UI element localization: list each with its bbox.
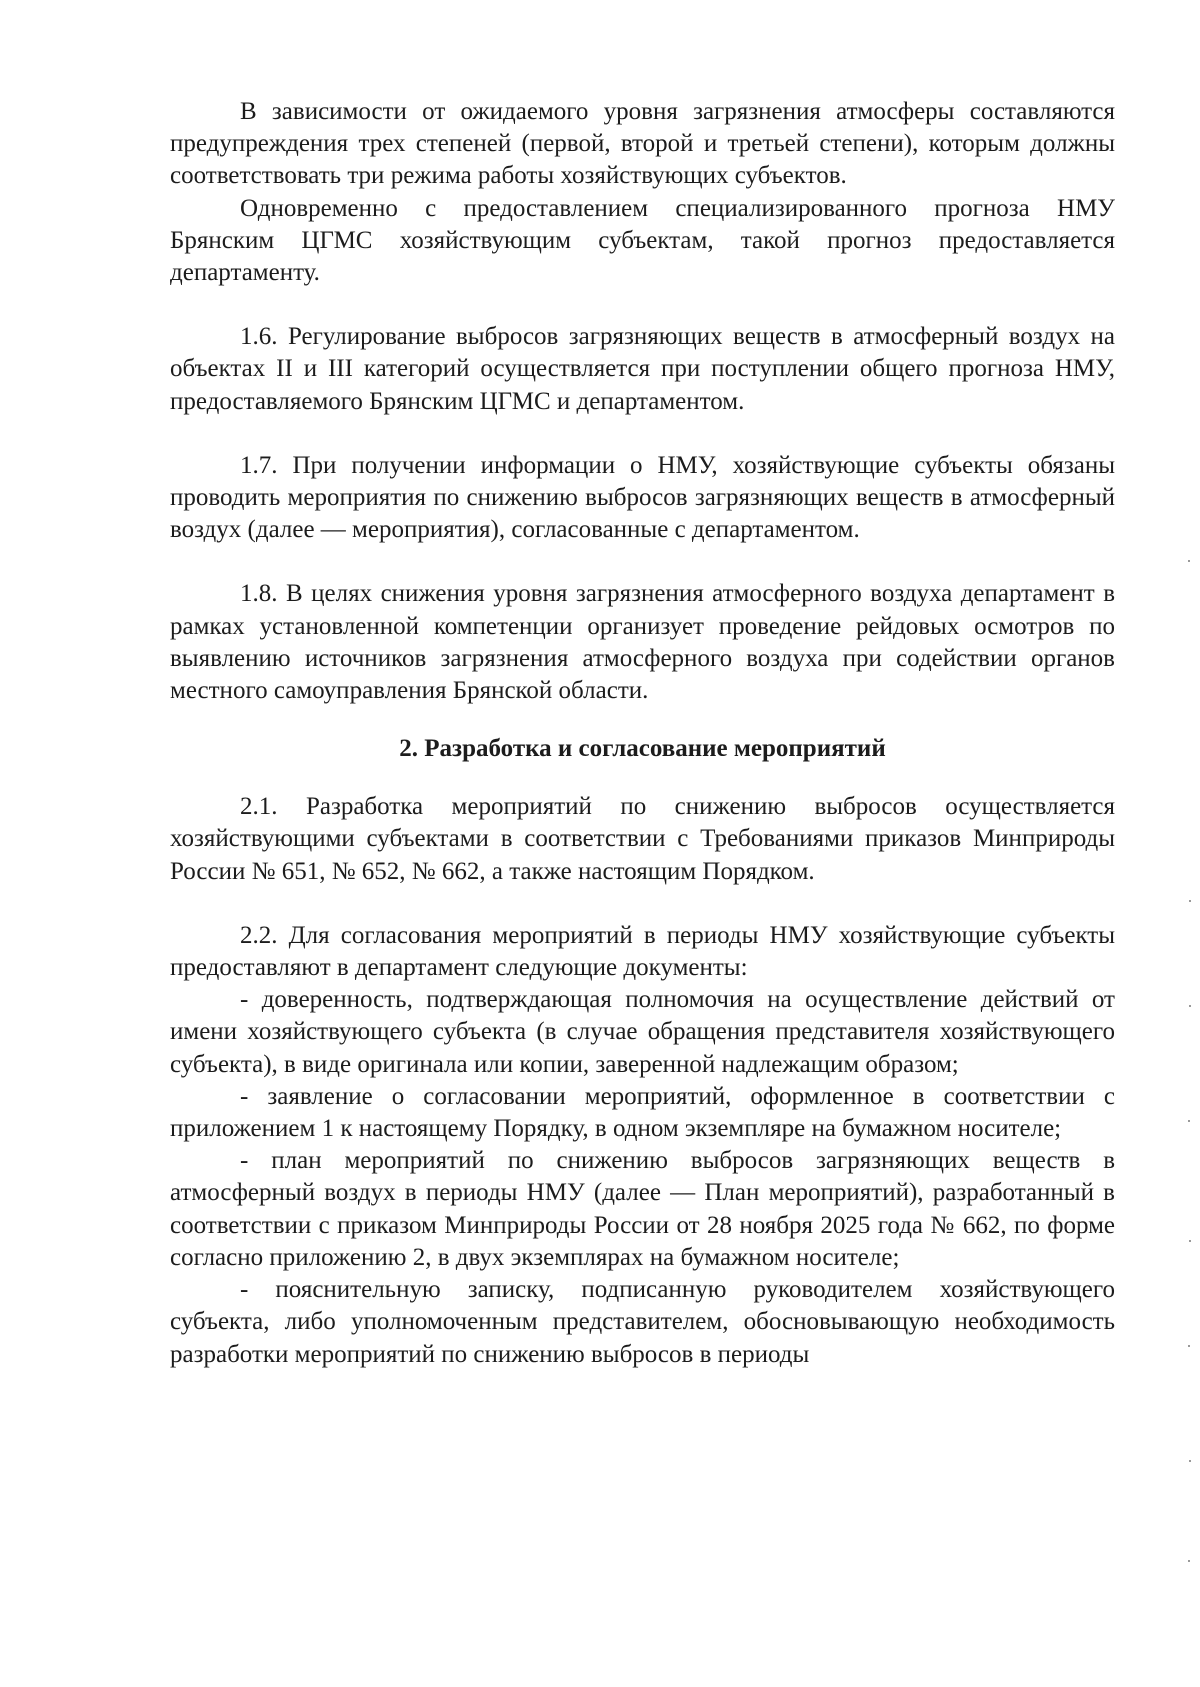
scan-speck xyxy=(1188,1560,1190,1562)
list-item-application: - заявление о согласовании мероприятий, оформленное в соответствии с приложением 1 к настоящему Порядку, в одном экземпляре на бумажном носителе; xyxy=(170,1082,1115,1143)
paragraph-forecast-department: Одновременно с предоставлением специализированного прогноза НМУ Брянским ЦГМС хозяйствующим субъектам, такой прогноз предоставляется департаменту. xyxy=(170,194,1115,287)
document-body xyxy=(170,96,1115,1371)
list-item-explanatory-note: - пояснительную записку, подписанную руководителем хозяйствующего субъекта, либо уполномоченным представителем, обосновывающую необходимость разработки мероприятий по снижению выбросов в периоды xyxy=(170,1276,1115,1368)
paragraph-1-7: 1.7. При получении информации о НМУ, хозяйствующие субъекты обязаны проводить мероприятия по снижению выбросов загрязняющих веществ в атмосферный воздух (далее — мероприятия), согласованные с департаментом. xyxy=(170,451,1115,544)
paragraph-warning-levels: В зависимости от ожидаемого уровня загрязнения атмосферы составляются предупреждения трех степеней (первой, второй и третьей степени), которым должны соответствовать три режима работы хозяйствующих субъектов. xyxy=(170,98,1115,190)
scan-speck xyxy=(1188,1345,1190,1347)
scan-speck xyxy=(1189,1005,1191,1007)
scan-speck xyxy=(1189,1460,1191,1462)
scan-speck xyxy=(1189,1240,1191,1242)
list-item-power-of-attorney: - доверенность, подтверждающая полномочия на осуществление действий от имени хозяйствующего субъекта (в случае обращения представителя хозяйствующего субъекта), в виде оригинала или копии, заверенной надлежащим образом; xyxy=(170,986,1115,1078)
scan-speck xyxy=(1188,560,1190,562)
section-2-heading: 2. Разработка и согласование мероприятий xyxy=(399,735,886,763)
paragraph-1-6: 1.6. Регулирование выбросов загрязняющих веществ в атмосферный воздух на объектах II и III категорий осуществляется при поступлении общего прогноза НМУ, предоставляемого Брянским ЦГМС и департаментом. xyxy=(170,323,1115,415)
scan-speck xyxy=(1188,1120,1190,1122)
paragraph-2-1: 2.1. Разработка мероприятий по снижению выбросов осуществляется хозяйствующими субъектами в соответствии с Требованиями приказов Минприроды России № 651, № 652, № 662, а также настоящим Порядком. xyxy=(170,793,1115,885)
list-item-action-plan: - план мероприятий по снижению выбросов загрязняющих веществ в атмосферный воздух в периоды НМУ (далее — План мероприятий), разработанный в соответствии с приказом Минприроды России от 28 ноября 2025 года № 662, по форме согласно приложению 2, в двух экземплярах на бумажном носителе; xyxy=(170,1147,1115,1271)
scan-speck xyxy=(1189,900,1191,902)
paragraph-1-8: 1.8. В целях снижения уровня загрязнения атмосферного воздуха департамент в рамках установленной компетенции организует проведение рейдовых осмотров по выявлению источников загрязнения атмосферного воздуха при содействии органов местного самоуправления Брянской области. xyxy=(170,580,1115,705)
paragraph-2-2: 2.2. Для согласования мероприятий в периоды НМУ хозяйствующие субъекты предоставляют в департамент следующие документы: xyxy=(170,921,1115,982)
